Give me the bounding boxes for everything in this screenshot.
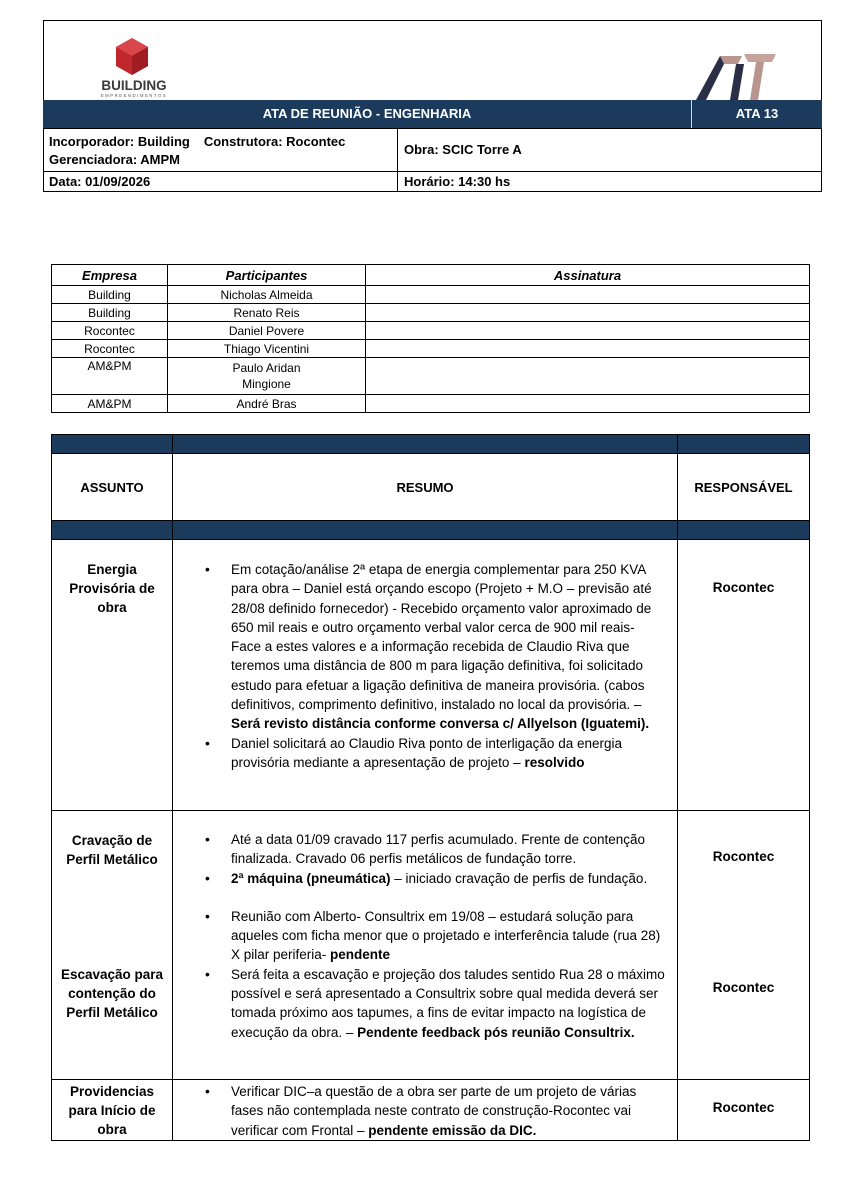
empresa-cell: AM&PM <box>52 395 168 413</box>
item-text: Até a data 01/09 cravado 117 perfis acumulado. Frente de contenção finalizada. Cravado 06 perfis metálicos de fundação torre. <box>231 832 646 867</box>
building-hexagon-icon <box>88 36 180 98</box>
table-row <box>52 340 810 358</box>
time-text: Horário: 14:30 hs <box>404 174 511 189</box>
assunto-line: Provisória de <box>69 581 155 596</box>
item-status: pendente emissão da DIC. <box>368 1122 537 1138</box>
item-text: Verificar DIC–a questão de a obra ser parte de um projeto de várias fases não contemplada neste contrato de construção-Rocontec vai verificar com Frontal – <box>231 1084 637 1138</box>
list-item <box>231 734 667 773</box>
assinatura-cell <box>366 358 810 395</box>
participants-table <box>51 264 810 413</box>
empresa-cell: Rocontec <box>52 322 168 340</box>
table-row <box>52 304 810 322</box>
parties-cell <box>43 128 398 172</box>
item-status: pendente <box>330 947 391 963</box>
assunto-line: Energia <box>87 562 137 577</box>
list-item <box>231 830 667 869</box>
list-item <box>231 907 667 965</box>
participante-cell: Nicholas Almeida <box>168 286 366 304</box>
participante-cell <box>168 358 366 395</box>
col-participantes: Participantes <box>168 265 366 286</box>
empresa-cell: Building <box>52 286 168 304</box>
assunto-line: obra <box>97 1122 127 1137</box>
responsavel-cell <box>678 811 810 1080</box>
item-text: Em cotação/análise 2ª etapa de energia complementar para 250 KVA para obra – Daniel está orçando escopo (Projeto + M.O – previsão até 28/08 definido fornecedor) - Recebido orçamento valor aproximado de 650 mil reais e outro orçamento verbal valor cerca de 900 mil reais- Face a estes valores e a informação recebida de Claudio Riva que teremos uma distância de 800 m para ligação definitiva, foi solicitado estudo para efetuar a ligação definitiva de maneira provisória. (cabos definitivos, comprimento definitivo, instalado no local da provisória. – <box>231 562 652 713</box>
table-row <box>52 540 810 811</box>
obra-cell <box>397 128 822 172</box>
minutes-table <box>51 434 810 1141</box>
item-text: Daniel solicitará ao Claudio Riva ponto de interligação da energia provisória mediante a apresentação de projeto – <box>231 735 622 770</box>
rocontec-mark-icon <box>694 50 778 100</box>
assunto-cell <box>52 540 173 811</box>
assunto-line: Providencias <box>69 1084 155 1099</box>
table-row <box>52 322 810 340</box>
responsavel-cell: Rocontec <box>678 1080 810 1141</box>
participante-cell: Daniel Povere <box>168 322 366 340</box>
assunto-line: Escavação para <box>60 967 164 982</box>
col-resumo: RESUMO <box>173 454 678 521</box>
col-empresa: Empresa <box>52 265 168 286</box>
header-band-bottom <box>52 521 810 540</box>
list-item <box>231 965 667 1042</box>
table-row <box>52 358 810 395</box>
empresa-cell: AM&PM <box>52 358 168 395</box>
table-row <box>52 811 810 1080</box>
assunto-line: Cravação de <box>71 833 153 848</box>
item-status: Pendente feedback pós reunião Consultrix. <box>357 1024 635 1040</box>
table-row <box>52 1080 810 1141</box>
table-row <box>52 395 810 413</box>
item-text: Reunião com Alberto- Consultrix em 19/08 – estudará solução para aqueles com ficha menor que o projetado e interferência talude (rua 28) X pilar periferia- <box>231 908 661 963</box>
empresa-cell: Rocontec <box>52 340 168 358</box>
col-responsavel: RESPONSÁVEL <box>678 454 810 521</box>
participants-header-row <box>52 265 810 286</box>
obra-text: Obra: SCIC Torre A <box>404 142 522 157</box>
incorporador-text: Incorporador: Building <box>49 134 190 149</box>
data-cell <box>43 171 398 192</box>
header-band-top <box>52 435 810 454</box>
col-assunto: ASSUNTO <box>52 454 173 521</box>
responsavel-cell: Rocontec <box>678 540 810 811</box>
resumo-cell <box>173 1080 678 1141</box>
item-text: – iniciado cravação de perfis de fundação. <box>390 870 648 886</box>
assinatura-cell <box>366 322 810 340</box>
resumo-cell <box>173 811 678 1080</box>
table-row <box>52 286 810 304</box>
list-item <box>231 560 667 734</box>
assinatura-cell <box>366 395 810 413</box>
participante-cell: Thiago Vicentini <box>168 340 366 358</box>
assunto-line: contenção do <box>68 986 156 1001</box>
date-text: Data: 01/09/2026 <box>49 174 151 189</box>
assinatura-cell <box>366 340 810 358</box>
resumo-cell <box>173 540 678 811</box>
horario-cell <box>397 171 822 192</box>
assinatura-cell <box>366 304 810 322</box>
empresa-cell: Building <box>52 304 168 322</box>
building-logo <box>88 36 180 98</box>
item-text: Será feita a escavação e projeção dos taludes sentido Rua 28 o máximo possível e será apresentado a Consultrix sobre qual medida deverá ser tomada próximo aos tapumes, a fins de evitar impacto na logística de execução da obra. – <box>231 966 665 1040</box>
gerenciadora-text: Gerenciadora: AMPM <box>49 152 180 167</box>
responsavel-text: Rocontec <box>712 980 775 995</box>
assunto-cell <box>52 1080 173 1141</box>
assunto-line: obra <box>97 600 127 615</box>
minutes-header-row <box>52 454 810 521</box>
ata-number: ATA 13 <box>735 106 779 121</box>
rocontec-logo <box>694 50 778 100</box>
participante-cell: André Bras <box>168 395 366 413</box>
logo-building-text: BUILDING <box>101 78 167 93</box>
document-title: ATA DE REUNIÃO - ENGENHARIA <box>262 106 472 121</box>
participante-line-1: Paulo Aridan <box>232 361 301 375</box>
list-item <box>231 1082 667 1140</box>
item-status: resolvido <box>524 754 585 770</box>
col-assinatura: Assinatura <box>366 265 810 286</box>
assunto-line: Perfil Metálico <box>66 1005 158 1020</box>
assunto-cell <box>52 811 173 1080</box>
logo-building-subtext: EMPREENDIMENTOS <box>100 93 168 98</box>
list-item <box>231 869 667 888</box>
item-status: Será revisto distância conforme conversa c/ Allyelson (Iguatemi). <box>231 716 650 732</box>
assinatura-cell <box>366 286 810 304</box>
responsavel-text: Rocontec <box>712 849 775 864</box>
participante-cell: Renato Reis <box>168 304 366 322</box>
item-status: 2ª máquina (pneumática) <box>231 870 391 886</box>
assunto-line: para Início de <box>68 1103 156 1118</box>
title-bar <box>43 100 822 128</box>
assunto-line: Perfil Metálico <box>66 852 158 867</box>
construtora-text: Construtora: Rocontec <box>203 134 346 149</box>
participante-line-2: Mingione <box>242 377 291 391</box>
